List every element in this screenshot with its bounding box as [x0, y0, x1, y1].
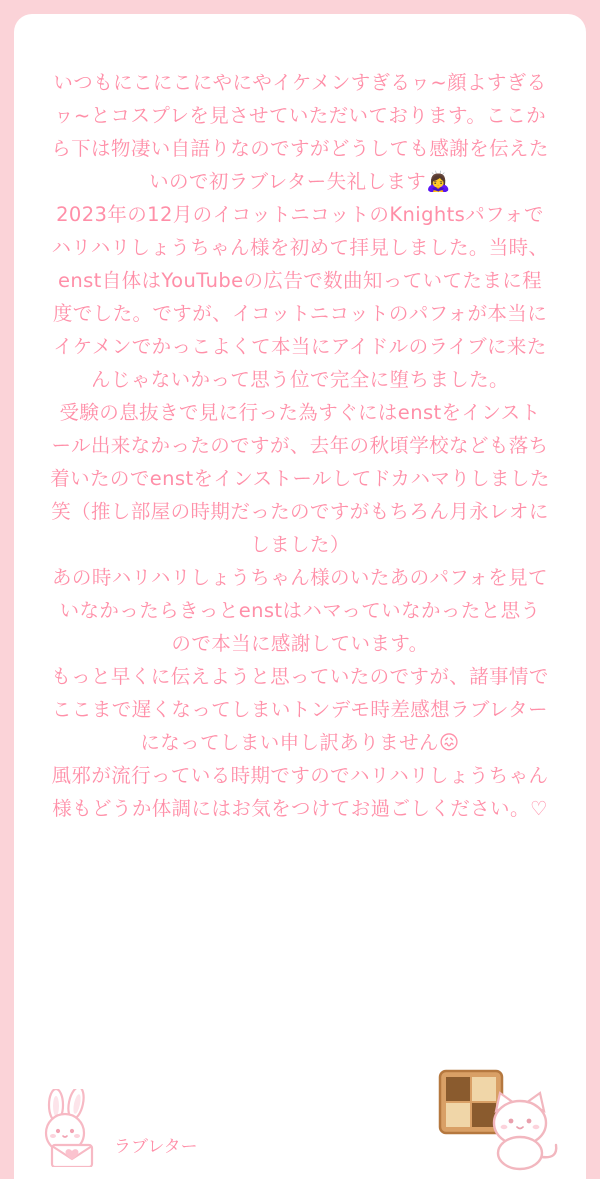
cat-checker-group [438, 1065, 568, 1171]
letter-paragraph: いつもにこにこにやにやイケメンすぎるヮ~顔よすぎるヮ~とコスプレを見させていただいております。ここから下は物凄い自語りなのですがどうしても感謝を伝えたいので初ラブレター失礼します🙇‍♀ [51, 71, 549, 193]
letter-paragraph: 受験の息抜きで見に行った為すぐにはenstをインストール出来なかったのですが、去年の秋頃学校なども落ち着いたのでenstをインストールしてドカハマりしました笑（推し部屋の時期だったのですがもちろん月永レオにしました） [50, 401, 550, 556]
letter-paragraph: あの時ハリハリしょうちゃん様のいたあのパフォを見ていなかったらきっとenstはハマっていなかったと思うので本当に感謝しています。 [52, 566, 548, 655]
letter-paragraph: もっと早くに伝えようと思っていたのですが、諸事情でここまで遅くなってしまいトンデモ時差感想ラブレターになってしまい申し訳ありません😖 [51, 665, 549, 754]
bunny-envelope-icon [32, 1089, 106, 1167]
cat-icon [494, 1093, 556, 1169]
checkerboard-icon [440, 1071, 502, 1133]
letter-paragraph: 風邪が流行っている時期ですのでハリハリしょうちゃん様もどうか体調にはお気をつけてお過ごしください。♡ [51, 764, 549, 820]
letter-paragraph: 2023年の12月のイコットニコットのKnightsパフォでハリハリしょうちゃん様を初めて拝見しました。当時、enst自体はYouTubeの広告で数曲知っていてたまに程度でした。ですが、イコットニコットのパフォが本当にイケメンでかっこよくて本当にアイドルのライブに来たんじゃないかって思う位で完全に堕ちました。 [51, 203, 549, 391]
letter-card [14, 14, 586, 1179]
footer-decoration [14, 1059, 586, 1179]
love-letter-label: ラブレター [114, 1137, 198, 1157]
letter-body [14, 14, 586, 825]
bunny-envelope-group [32, 1089, 198, 1167]
